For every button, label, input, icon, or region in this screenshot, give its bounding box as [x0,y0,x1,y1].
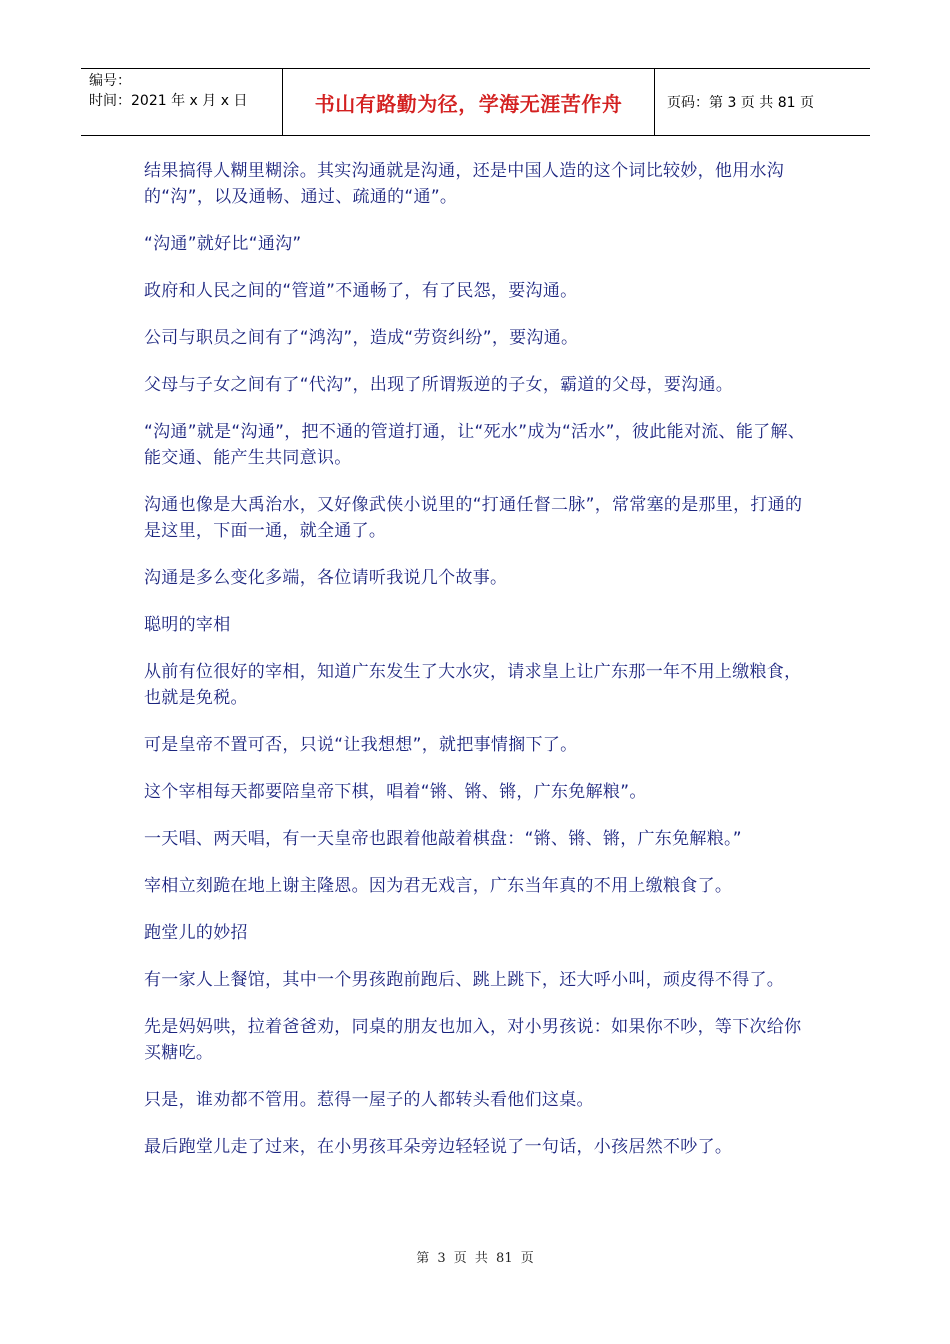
header-meta [81,69,282,135]
section-heading: 聪明的宰相 [144,615,231,635]
paragraph: 父母与子女之间有了“代沟”，出现了所谓叛逆的子女，霸道的父母，要沟通。 [144,375,734,395]
paragraph: 宰相立刻跪在地上谢主隆恩。因为君无戏言，广东当年真的不用上缴粮食了。 [144,876,733,896]
paragraph: 先是妈妈哄，拉着爸爸劝，同桌的朋友也加入，对小男孩说：如果你不吵，等下次给你买糖吃。 [144,1017,802,1063]
header-page-info-cell [655,69,870,135]
header-motto-cell [282,69,655,135]
paragraph: 从前有位很好的宰相，知道广东发生了大水灾，请求皇上让广东那一年不用上缴粮食，也就是免税。 [144,662,802,708]
paragraph: 有一家人上餐馆，其中一个男孩跑前跑后、跳上跳下，还大呼小叫，顽皮得不得了。 [144,970,785,990]
paragraph: “沟通”就好比“通沟” [144,234,302,254]
page-header [81,68,870,136]
paragraph: 只是，谁劝都不管用。惹得一屋子的人都转头看他们这桌。 [144,1090,594,1110]
body-content [144,158,814,1181]
paragraph: 最后跑堂儿走了过来，在小男孩耳朵旁边轻轻说了一句话，小孩居然不吵了。 [144,1137,733,1157]
paragraph: “沟通”就是“沟通”，把不通的管道打通，让“死水”成为“活水”，彼此能对流、能了解、能交通、能产生共同意识。 [144,422,806,468]
time-label: 时间：2021 年 x 月 x 日 [89,93,248,109]
page-footer: 第 3 页 共 81 页 [416,1251,534,1266]
motto: 书山有路勤为径，学海无涯苦作舟 [314,91,623,116]
paragraph: 政府和人民之间的“管道”不通畅了，有了民怨，要沟通。 [144,281,578,301]
page-info: 页码：第 3 页 共 81 页 [667,95,814,111]
paragraph: 一天唱、两天唱，有一天皇帝也跟着他敲着棋盘：“锵、锵、锵，广东免解粮。” [144,829,742,849]
paragraph: 这个宰相每天都要陪皇帝下棋，唱着“锵、锵、锵，广东免解粮”。 [144,782,647,802]
paragraph: 可是皇帝不置可否，只说“让我想想”，就把事情搁下了。 [144,735,578,755]
paragraph: 沟通是多么变化多端，各位请听我说几个故事。 [144,568,508,588]
paragraph: 结果搞得人糊里糊涂。其实沟通就是沟通，还是中国人造的这个词比较妙，他用水沟的“沟”，以及通畅、通过、疏通的“通”。 [144,161,785,207]
serial-label: 编号： [89,73,131,89]
paragraph: 沟通也像是大禹治水，又好像武侠小说里的“打通任督二脉”，常常塞的是那里，打通的是这里，下面一通，就全通了。 [144,495,803,541]
paragraph: 公司与职员之间有了“鸿沟”，造成“劳资纠纷”，要沟通。 [144,328,579,348]
section-heading: 跑堂儿的妙招 [144,923,248,943]
